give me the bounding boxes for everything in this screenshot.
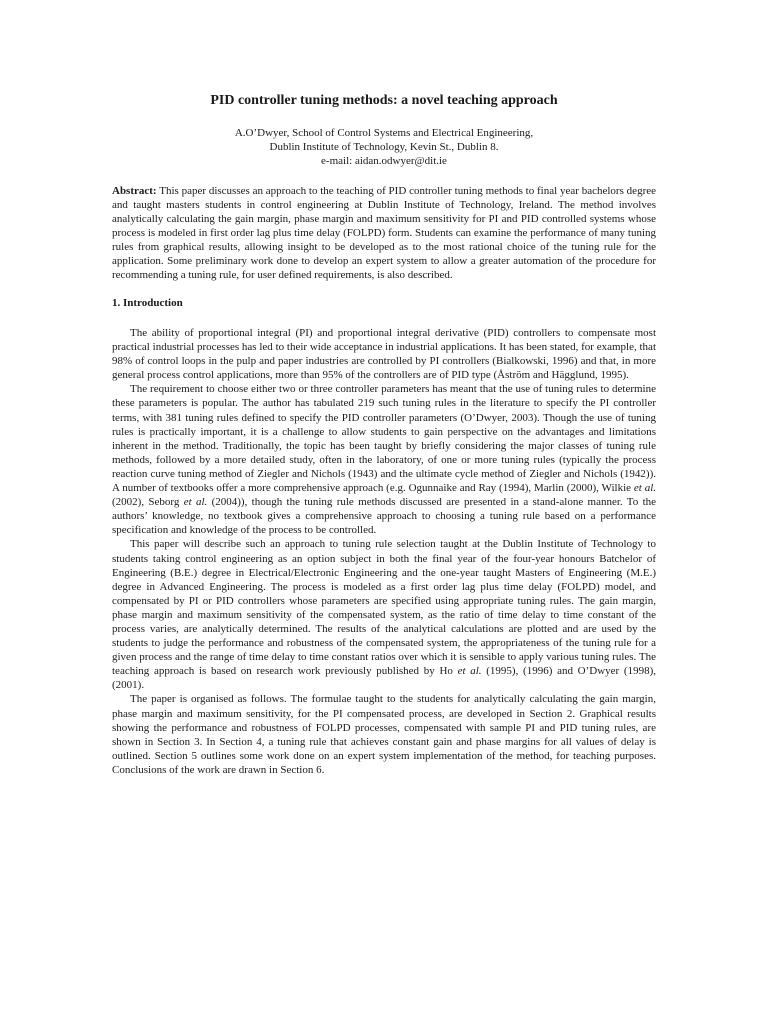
- author-affiliation: [112, 126, 656, 168]
- text-run: (1995), (1996) and O’Dwyer (1998), (2001).: [112, 665, 656, 692]
- italic-run: et al.: [457, 665, 482, 678]
- text-run: (2002), Seborg: [112, 496, 184, 509]
- paper-page: [112, 92, 656, 777]
- body-paragraph: [112, 326, 656, 382]
- paper-title: PID controller tuning methods: a novel teaching approach: [210, 93, 558, 108]
- introduction-body: [112, 326, 656, 777]
- text-run: The paper is organised as follows. The formulae taught to the students for analytically calculating the gain margin, phase margin and maximum sensitivity, for the PI compensated process, are developed in Section 2. Graphical results showing the performance and robustness of FOLPD processes, compensated with sample PI and PID tuning rules, are shown in Section 3. In Section 4, a tuning rule that achieves constant gain and phase margins for all values of delay is outlined. Section 5 outlines some work done on an expert system implementation of the method, for teaching purposes. Conclusions of the work are drawn in Section 6.: [112, 693, 656, 776]
- text-run: This paper will describe such an approach to tuning rule selection taught at the Dublin Institute of Technology to students taking control engineering as an option subject in both the final year of the four-year honours Batchelor of Engineering (B.E.) degree in Electrical/Electronic Engineering and the one-year taught Masters of Engineering (M.E.) degree in Advanced Engineering. The process is modeled as a first order lag plus time delay (FOLPD) model, and compensated by PI or PID controllers whose parameters are specified using appropriate tuning rules. The gain margin, phase margin and maximum sensitivity of the compensated system, as the ratio of time delay to time constant of the process varies, are analytically determined. The results of the analytical calculations are plotted and are used by the students to judge the performance and robustness of the compensated system, the appropriateness of the tuning rule for a given process and the range of time delay to time constant ratios over which it is sensible to apply various tuning rules. The teaching approach is based on research work previously published by Ho: [112, 538, 656, 678]
- author-email: e-mail: aidan.odwyer@dit.ie: [321, 155, 447, 167]
- abstract-label: Abstract:: [112, 185, 157, 197]
- body-paragraph: [112, 537, 656, 692]
- author-line: A.O’Dwyer, School of Control Systems and Electrical Engineering,: [234, 127, 534, 139]
- body-paragraph: [112, 382, 656, 537]
- italic-run: et al.: [183, 496, 208, 509]
- abstract-text: This paper discusses an approach to the teaching of PID controller tuning methods to final year bachelors degree and taught masters students in control engineering at Dublin Institute of Technology, Ireland. The method involves analytically calculating the gain margin, phase margin and maximum sensitivity for PI and PID controlled systems whose process is modeled in first order lag plus time delay (FOLPD) form. Students can examine the performance of many tuning rules from graphical results, allowing insight to be developed as to the most rational choice of the tuning rule for the application. Some preliminary work done to develop an expert system to allow a greater automation of the procedure for recommending a tuning rule, for user defined requirements, is also described.: [112, 185, 656, 281]
- text-run: (2004)), though the tuning rule methods discussed are presented in a stand-alone manner. To the authors’ knowledge, no textbook gives a comprehensive approach to choosing a tuning rule based on a performance specification and knowledge of the process to be controlled.: [112, 496, 657, 537]
- body-paragraph: [112, 692, 656, 777]
- italic-run: et al.: [633, 482, 656, 495]
- text-run: The ability of proportional integral (PI) and proportional integral derivative (PID) controllers to compensate most practical industrial processes has led to their wide acceptance in industrial applications. It has been stated, for example, that 98% of control loops in the pulp and paper industries are controlled by PI controllers (Bialkowski, 1996) and that, in more general process control applications, more than 95% of the controllers are of PID type (Åström and Hägglund, 1995).: [112, 327, 656, 382]
- author-line: Dublin Institute of Technology, Kevin St., Dublin 8.: [269, 141, 499, 153]
- abstract: [112, 184, 656, 282]
- section-heading: 1. Introduction: [112, 297, 183, 309]
- text-run: The requirement to choose either two or three controller parameters has meant that the use of tuning rules to determine these parameters is popular. The author has tabulated 219 such tuning rules in the literature to specify the PI controller terms, with 381 tuning rules defined to specify the PID controller parameters (O’Dwyer, 2003). Though the use of tuning rules is practically important, it is a challenge to allow students to gain perspective on the advantages and limitations inherent in the method. Traditionally, the topic has been taught by briefly considering the major classes of tuning rule methods, followed by a more detailed study, often in the laboratory, of one or more tuning rules (typically the process reaction curve tuning method of Ziegler and Nichols (1943) and the ultimate cycle method of Ziegler and Nichols (1942)). A number of textbooks offer a more comprehensive approach (e.g. Ogunnaike and Ray (1994), Marlin (2000), Wilkie: [112, 383, 656, 495]
